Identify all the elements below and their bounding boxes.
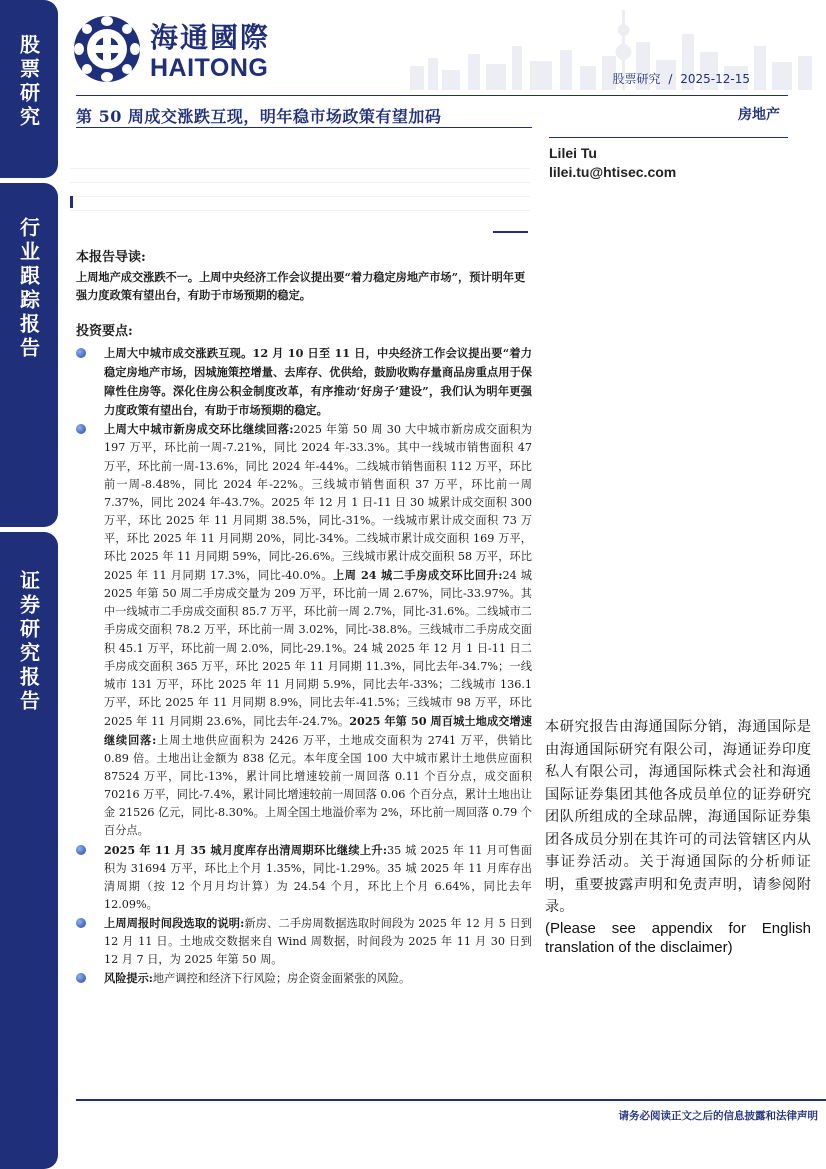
guide-text: 上周地产成交涨跌不一。上周中央经济工作会议提出要“着力稳定房地产市场”，预计明年更强力度政策有望出台，有助于市场预期的稳定。 — [76, 270, 526, 302]
logo-english-name: HAITONG — [150, 53, 269, 82]
sector-rule — [549, 137, 788, 138]
bullet-dot-icon — [76, 973, 86, 983]
faded-summary-lines — [70, 168, 530, 230]
footer-note: 请务必阅读正文之后的信息披露和法律声明 — [618, 1110, 818, 1122]
header-rule-top — [76, 95, 788, 96]
faded-line — [70, 182, 530, 183]
point-bold: 2025 年第 50 周百城土地成交增速继续回落: — [104, 713, 532, 747]
report-sector: 房地产 — [738, 107, 780, 123]
disclaimer-chinese: 本研究报告由海通国际分销，海通国际是由海通国际研究有限公司，海通证券印度私人有限公司，海通国际株式会社和海通国际证券集团其他各成员单位的证券研究团队所组成的全球品牌，海通国际证券集团各成员分别在其许可的司法管辖区内从事证券活动。关于海通国际的分析师证明，重要披露声明和免责声明，请参阅附录。 — [545, 719, 811, 915]
section-short-rule — [493, 231, 528, 233]
point-text: 地产调控和经济下行风险；房企资金面紧张的风险。 — [152, 972, 411, 986]
sidebar-tab-industry-tracking — [0, 183, 58, 527]
point-bold: 上周大中城市新房成交环比继续回落: — [104, 422, 294, 437]
haitong-emblem-icon — [72, 14, 142, 84]
investment-points — [76, 344, 532, 988]
bullet-dot-icon — [76, 845, 86, 855]
point-bold: 上周大中城市成交涨跌互现。12 月 10 日至 11 日，中央经济工作会议提出要“着力稳定房地产市场，因城施策控增量、去库存、优供给，鼓励收购存量商品房重点用于保障性住房等。深化住房公积金制度改革，有序推动‘好房子’建设”，我们认为明年更强力度政策有望出台，有助于市场预期的稳定。 — [104, 346, 532, 418]
sidebar-tab-label: 证券研究报告 — [16, 570, 41, 714]
city-skyline-watermark — [390, 6, 826, 90]
author-email[interactable]: lilei.tu@htisec.com — [549, 164, 677, 180]
logo-chinese-name: 海通國際 — [150, 20, 271, 54]
sidebar-tab-stock-research — [0, 0, 58, 178]
meta-separator: / — [668, 72, 673, 86]
sidebar-tab-label: 股票研究 — [16, 34, 41, 130]
faded-line — [70, 168, 530, 169]
report-meta — [613, 70, 750, 87]
report-category: 股票研究 — [612, 72, 661, 86]
point-text: 2025 年第 50 周 30 大中城市新房成交面积为 197 万平，环比前一周-7.21%，同比 2024 年-33.3%。其中一线城市销售面积 47 万平，环比前一周-13.6%，同比 2024 年-44%。二线城市销售面积 112 万平，环比前一周-8.48%，同比 2024 年-22%。三线城市销售面积 37 万平，环比前一周 7.37%，同比 2024 年-43.7%。2025 年 12 月 1 日-11 日 30 城累计成交面积 300 万平，环比 2025 年 11 月同期 38.5%，同比-31%。一线城市累计成交面积 73 万平，环比 2025 年 11 月同期 20%，同比-34%。二线城市累计成交面积 169 万平，环比 2025 年 11 月同期 59%，同比-26.6%。三线城市累计成交面积 58 万平，环比 2025 年 11 月同期 17.3%，同比-40.0%。 — [104, 423, 532, 583]
list-item — [76, 420, 532, 840]
title-rule — [76, 127, 532, 128]
report-title: 第 50 周成交涨跌互现，明年稳市场政策有望加码 — [76, 107, 442, 126]
accent-tick — [70, 196, 73, 208]
invest-heading: 投资要点: — [76, 324, 133, 339]
list-item — [76, 969, 532, 988]
footer-rule — [76, 1099, 826, 1101]
disclaimer-block — [545, 716, 811, 957]
report-date: 2025-12-15 — [680, 72, 750, 86]
point-bold: 上周周报时间段选取的说明: — [104, 915, 245, 930]
list-item — [76, 344, 532, 420]
sidebar-tab-label: 行业跟踪报告 — [16, 217, 41, 361]
guide-heading: 本报告导读: — [76, 250, 146, 265]
point-bold: 上周 24 城二手房成交环比回升: — [333, 568, 503, 583]
faded-line — [70, 210, 530, 211]
list-item — [76, 841, 532, 914]
point-text: 新房、二手房周数据选取时间段为 2025 年 12 月 5 日到 12 月 11 日。土地成交数据来自 Wind 周数据，时间段为 2025 年 11 月 30 日到 12 月 7 日，为 2025 年第 50 周。 — [104, 916, 532, 967]
faded-line — [70, 196, 530, 197]
bullet-dot-icon — [76, 424, 86, 434]
haitong-logo — [72, 14, 270, 84]
author-name: Lilei Tu — [549, 145, 597, 161]
point-bold: 2025 年 11 月 35 城月度库存出清周期环比继续上升: — [104, 842, 387, 857]
author-block — [549, 144, 676, 182]
bullet-dot-icon — [76, 348, 86, 358]
disclaimer-english: (Please see appendix for English translation of the disclaimer) — [545, 919, 811, 956]
point-text: 35 城 2025 年 11 月可售面积为 31694 万平，环比上个月 1.35%，同比-1.29%。35 城 2025 年 11 月库存出清周期（按 12 个月月均计算）为 24.54 个月，环比上个月 6.64%，同比去年 12.09%。 — [104, 843, 532, 911]
point-bold: 风险提示: — [104, 971, 153, 986]
point-text: 上周土地供应面积为 2426 万平，土地成交面积为 2741 万平，供销比 0.89 倍。土地出让金额为 838 亿元。本年度全国 100 大中城市累计土地供应面积 87524 万平，同比-13%，累计同比增速较前一周回落 0.11 个百分点，成交面积 70216 万平，同比-7.4%，累计同比增速较前一周回落 0.06 个百分点，累计土地出让金 21526 亿元，同比-8.30%。上周全国土地溢价率为 2%，环比前一周回落 0.79 个百分点。 — [104, 733, 532, 838]
point-text: 24 城 2025 年第 50 周二手房成交量为 209 万平，环比前一周 2.67%，同比-33.97%。其中一线城市二手房成交面积 85.7 万平，环比前一周 2.7%，同比-31.6%。二线城市二手房成交面积 78.2 万平，环比前一周 3.02%，同比-38.8%。三线城市二手房成交面积 45.1 万平，环比前一周 2.0%，同比-29.1%。24 城 2025 年 12 月 1 日-11 日二手房成交面积 365 万平，环比 2025 年 11 月同期 11.3%，同比去年-34.7%；一线城市 131 万平，环比 2025 年 11 月同期 5.9%，同比去年-33%；二线城市 136.1 万平，环比 2025 年 11 月同期 8.9%，同比去年-41.5%；三线城市 98 万平，环比 2025 年 11 月同期 23.6%，同比去年-24.7%。 — [104, 569, 532, 728]
sidebar-tab-securities-research — [0, 532, 58, 1169]
list-item — [76, 914, 532, 969]
bullet-dot-icon — [76, 918, 86, 928]
